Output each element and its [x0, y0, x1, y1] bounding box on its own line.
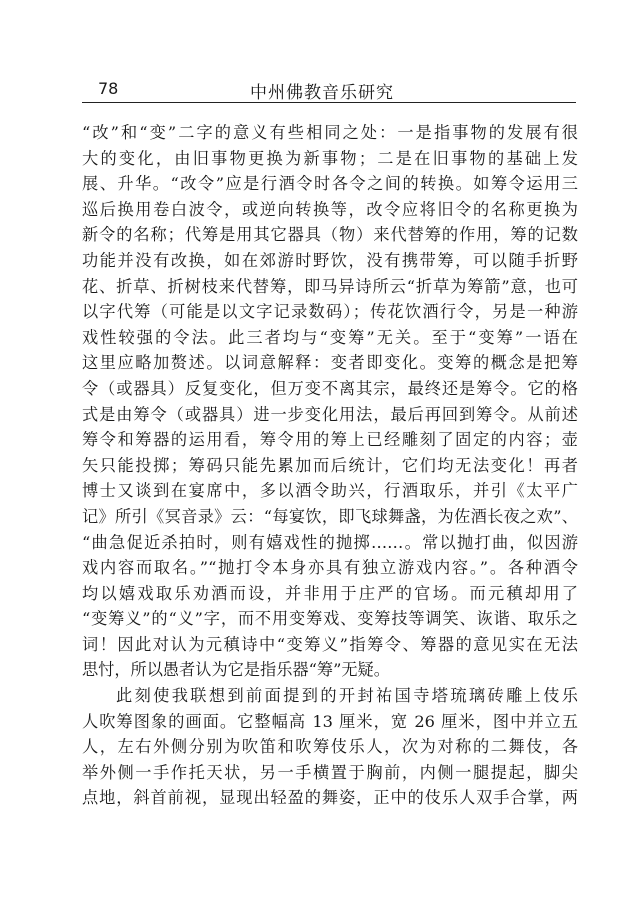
text-line: 举外侧一手作托天状，另一手横置于胸前，内侧一腿提起，脚尖 — [82, 762, 578, 782]
text-line: 这里应略加赘述。以词意解释：变者即变化。变筹的概念是把筹 — [82, 353, 578, 373]
text-line: 博士又谈到在宴席中，多以酒令助兴，行酒取乐，并引《太平广 — [82, 481, 578, 501]
text-line: 功能并没有改换，如在郊游时野饮，没有携带筹，可以随手折野 — [82, 250, 578, 270]
body-text — [82, 120, 578, 811]
page-header — [82, 76, 576, 103]
text-line: 此刻使我联想到前面提到的开封祐国寺塔琉璃砖雕上伎乐 — [116, 686, 578, 706]
text-line: 戏内容而取名。”“抛打令本身亦具有独立游戏内容。”。各种酒令 — [82, 558, 578, 578]
text-line: 以字代筹（可能是以文字记录数码）；传花饮酒行令，另是一种游 — [82, 302, 578, 322]
text-line: 展、升华。“改令”应是行酒令时各令之间的转换。如筹令运用三 — [82, 174, 578, 194]
text-line: 戏性较强的令法。此三者均与“变筹”无关。至于“变筹”一语在 — [82, 327, 578, 347]
text-line: 思忖，所以愚者认为它是指乐器“筹”无疑。 — [82, 660, 390, 680]
text-line: 巡后换用卷白波令，或逆向转换等，改令应将旧令的名称更换为 — [82, 199, 578, 219]
paragraph — [82, 120, 578, 683]
text-line: 花、折草、折树枝来代替筹，即马异诗所云“折草为筹箭”意，也可 — [82, 276, 578, 296]
text-line: “改”和“变”二字的意义有些相同之处：一是指事物的发展有很 — [82, 123, 578, 142]
book-title: 中州佛教音乐研究 — [250, 83, 394, 103]
text-line: 大的变化，由旧事物更换为新事物；二是在旧事物的基础上发 — [82, 148, 578, 168]
page-number: 78 — [98, 79, 119, 98]
text-line: 矢只能投掷；筹码只能先累加而后统计，它们均无法变化！再者 — [82, 455, 578, 475]
text-line: 词！因此对认为元稹诗中“变筹义”指筹令、筹器的意见实在无法 — [82, 634, 578, 654]
text-line: 新令的名称；代筹是用其它器具（物）来代替筹的作用，筹的记数 — [82, 225, 578, 245]
text-line: 筹令和筹器的运用看，筹令用的筹上已经雕刻了固定的内容；壶 — [82, 430, 578, 450]
text-line: 人，左右外侧分别为吹笛和吹筹伎乐人，次为对称的二舞伎，各 — [82, 737, 578, 757]
text-line: 令（或器具）反复变化，但万变不离其宗，最终还是筹令。它的格 — [82, 378, 578, 398]
text-line: “变筹义”的“义”字，而不用变筹戏、变筹技等调笑、诙谐、取乐之 — [82, 609, 578, 629]
text-line: 式是由筹令（或器具）进一步变化用法，最后再回到筹令。从前述 — [82, 404, 578, 424]
text-line: “曲急促近杀拍时，则有嬉戏性的抛掷……。常以抛打曲，似因游 — [82, 532, 578, 552]
paragraph — [82, 683, 578, 811]
text-line: 点地，斜首前视，显现出轻盈的舞姿，正中的伎乐人双手合掌，两 — [82, 788, 578, 808]
text-line: 记》所引《冥音录》云：“每宴饮，即飞球舞盏，为佐酒长夜之欢”、 — [82, 506, 578, 526]
text-line: 人吹筹图象的画面。它整幅高 13 厘米，宽 26 厘米，图中并立五 — [82, 711, 578, 731]
text-line: 均以嬉戏取乐劝酒而设，并非用于庄严的官场。而元稹却用了 — [82, 583, 578, 603]
